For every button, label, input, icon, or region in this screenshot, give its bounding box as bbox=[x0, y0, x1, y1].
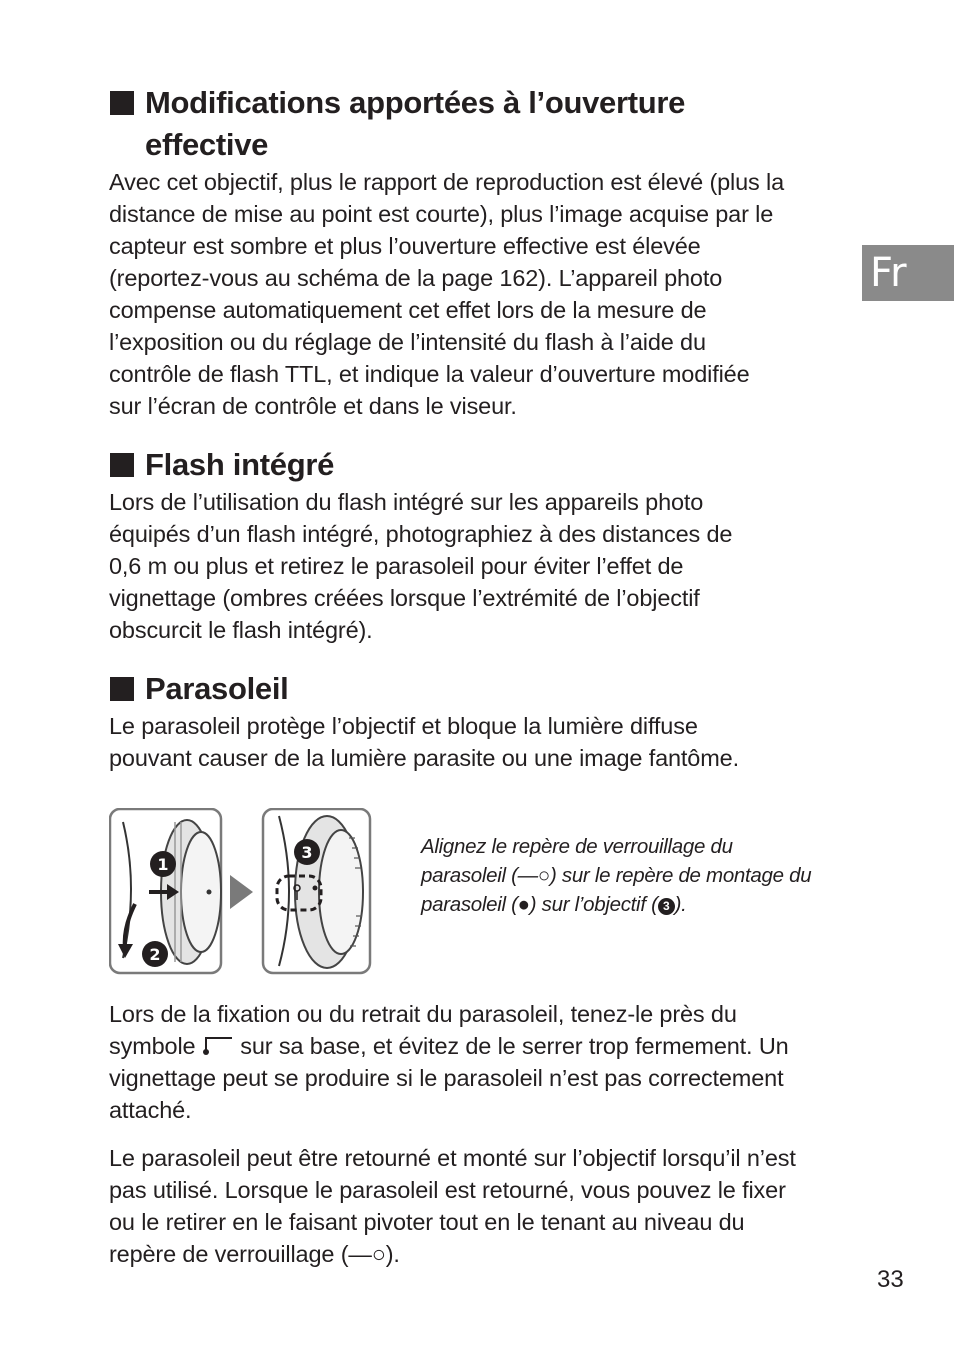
step-number-badge: 3 bbox=[658, 898, 675, 915]
paragraph-hood-attach: Lors de la fixation ou du retrait du parasoleil, tenez-le près du symbole sur sa base, et évitez de le serrer trop fermement. Un vignettage peut se produire si le parasoleil n’est pas correctement attaché. bbox=[109, 1001, 789, 1123]
section-aperture bbox=[109, 82, 844, 422]
paragraph-hood: Le parasoleil protège l’objectif et bloque la lumière diffuse pouvant causer de la lumière parasite ou une image fantôme. bbox=[109, 713, 739, 771]
figure-caption: Alignez le repère de verrouillage du parasoleil (—○) sur le repère de montage du parasoleil (●) sur l’objectif ( 3 ). bbox=[421, 835, 812, 916]
paragraph-hood-reversed: Le parasoleil peut être retourné et monté sur l’objectif lorsqu’il n’est pas utilisé. Lorsque le parasoleil est retourné, vous pouvez le fixer ou le retirer en le faisant pivoter tout en le tenant au niveau du repère de verrouillage (—○). bbox=[109, 1145, 796, 1267]
next-arrow-icon bbox=[230, 875, 253, 909]
paragraph-aperture: Avec cet objectif, plus le rapport de reproduction est élevé (plus la distance de mise au point est courte), plus l’image acquise par le capteur est sombre et plus l’ouverture effective est élevée (reportez-vous au schéma de la page 162). L’appareil photo compense automatiquement cet effet lors de la mesure de l’exposition ou du réglage de l’intensité du flash à l’aide du contrôle de flash TTL, et indique la valeur d’ouverture modifiée sur l’écran de contrôle et dans le viseur. bbox=[109, 169, 785, 419]
step-label-2: 2 bbox=[149, 945, 161, 964]
section-flash bbox=[109, 444, 844, 646]
hood-base-symbol-icon bbox=[202, 1034, 234, 1056]
section-hood bbox=[109, 668, 844, 774]
heading-square-icon bbox=[110, 91, 134, 115]
heading-square-icon bbox=[110, 453, 134, 477]
lens-hood-illustration bbox=[109, 808, 409, 976]
page-content bbox=[109, 82, 844, 1270]
step-label-3: 3 bbox=[301, 843, 313, 862]
section-heading-aperture: Modifications apportées à l’ouverture effective bbox=[109, 82, 844, 166]
paragraph-flash: Lors de l’utilisation du flash intégré sur les appareils photo équipés d’un flash intégré, photographiez à des distances de 0,6 m ou plus et retirez le parasoleil pour éviter l’effet de vignettage (ombres créées lorsque l’extrémité de l’objectif obscurcit le flash intégré). bbox=[109, 489, 733, 643]
language-tab: Fr bbox=[862, 245, 954, 301]
heading-square-icon bbox=[110, 677, 134, 701]
page-number: 33 bbox=[877, 1266, 904, 1293]
section-heading-flash: Flash intégré bbox=[109, 444, 844, 486]
section-heading-hood: Parasoleil bbox=[109, 668, 844, 710]
hood-attach-figure bbox=[109, 808, 844, 976]
step-label-1: 1 bbox=[157, 855, 169, 874]
